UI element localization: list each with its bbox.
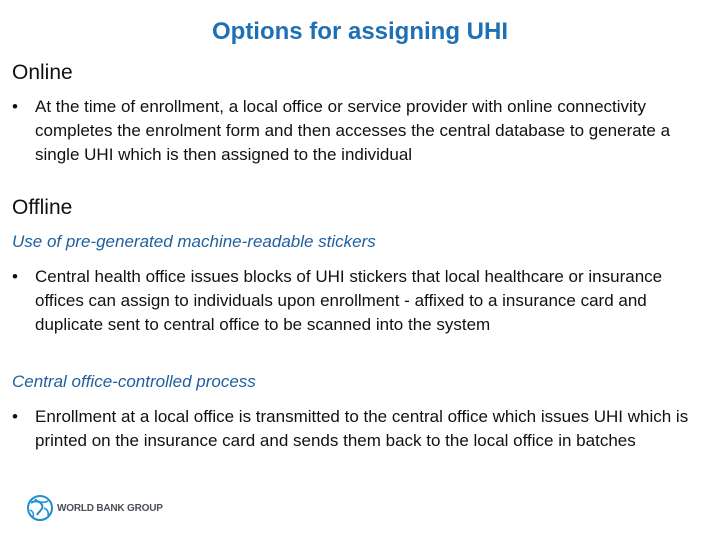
stickers-bullet (12, 265, 702, 337)
globe-icon (26, 494, 54, 522)
online-bullet (12, 95, 702, 167)
bullet-marker: • (12, 267, 18, 286)
logo-text: WORLD BANK GROUP (57, 502, 163, 514)
central-office-subheading: Central office-controlled process (12, 372, 256, 391)
stickers-subheading: Use of pre-generated machine-readable stickers (12, 232, 376, 251)
online-heading: Online (12, 61, 73, 84)
online-bullet-text: At the time of enrollment, a local office or service provider with online connectivity completes the enrolment form and then accesses the central database to generate a single UHI which is then assigned to the individual (35, 97, 671, 164)
stickers-bullet-text: Central health office issues blocks of UHI stickers that local healthcare or insurance offices can assign to individuals upon enrollment - affixed to a insurance card and duplicate sent to central office to be scanned into the system (35, 267, 663, 334)
slide-title: Options for assigning UHI (211, 18, 508, 45)
central-office-bullet-text: Enrollment at a local office is transmitted to the central office which issues UHI which is printed on the insurance card and sends them back to the local office in batches (35, 407, 689, 450)
bullet-marker: • (12, 407, 18, 426)
central-office-bullet (12, 405, 702, 453)
bullet-marker: • (12, 97, 18, 116)
offline-heading: Offline (12, 196, 73, 219)
world-bank-group-logo (26, 494, 163, 522)
